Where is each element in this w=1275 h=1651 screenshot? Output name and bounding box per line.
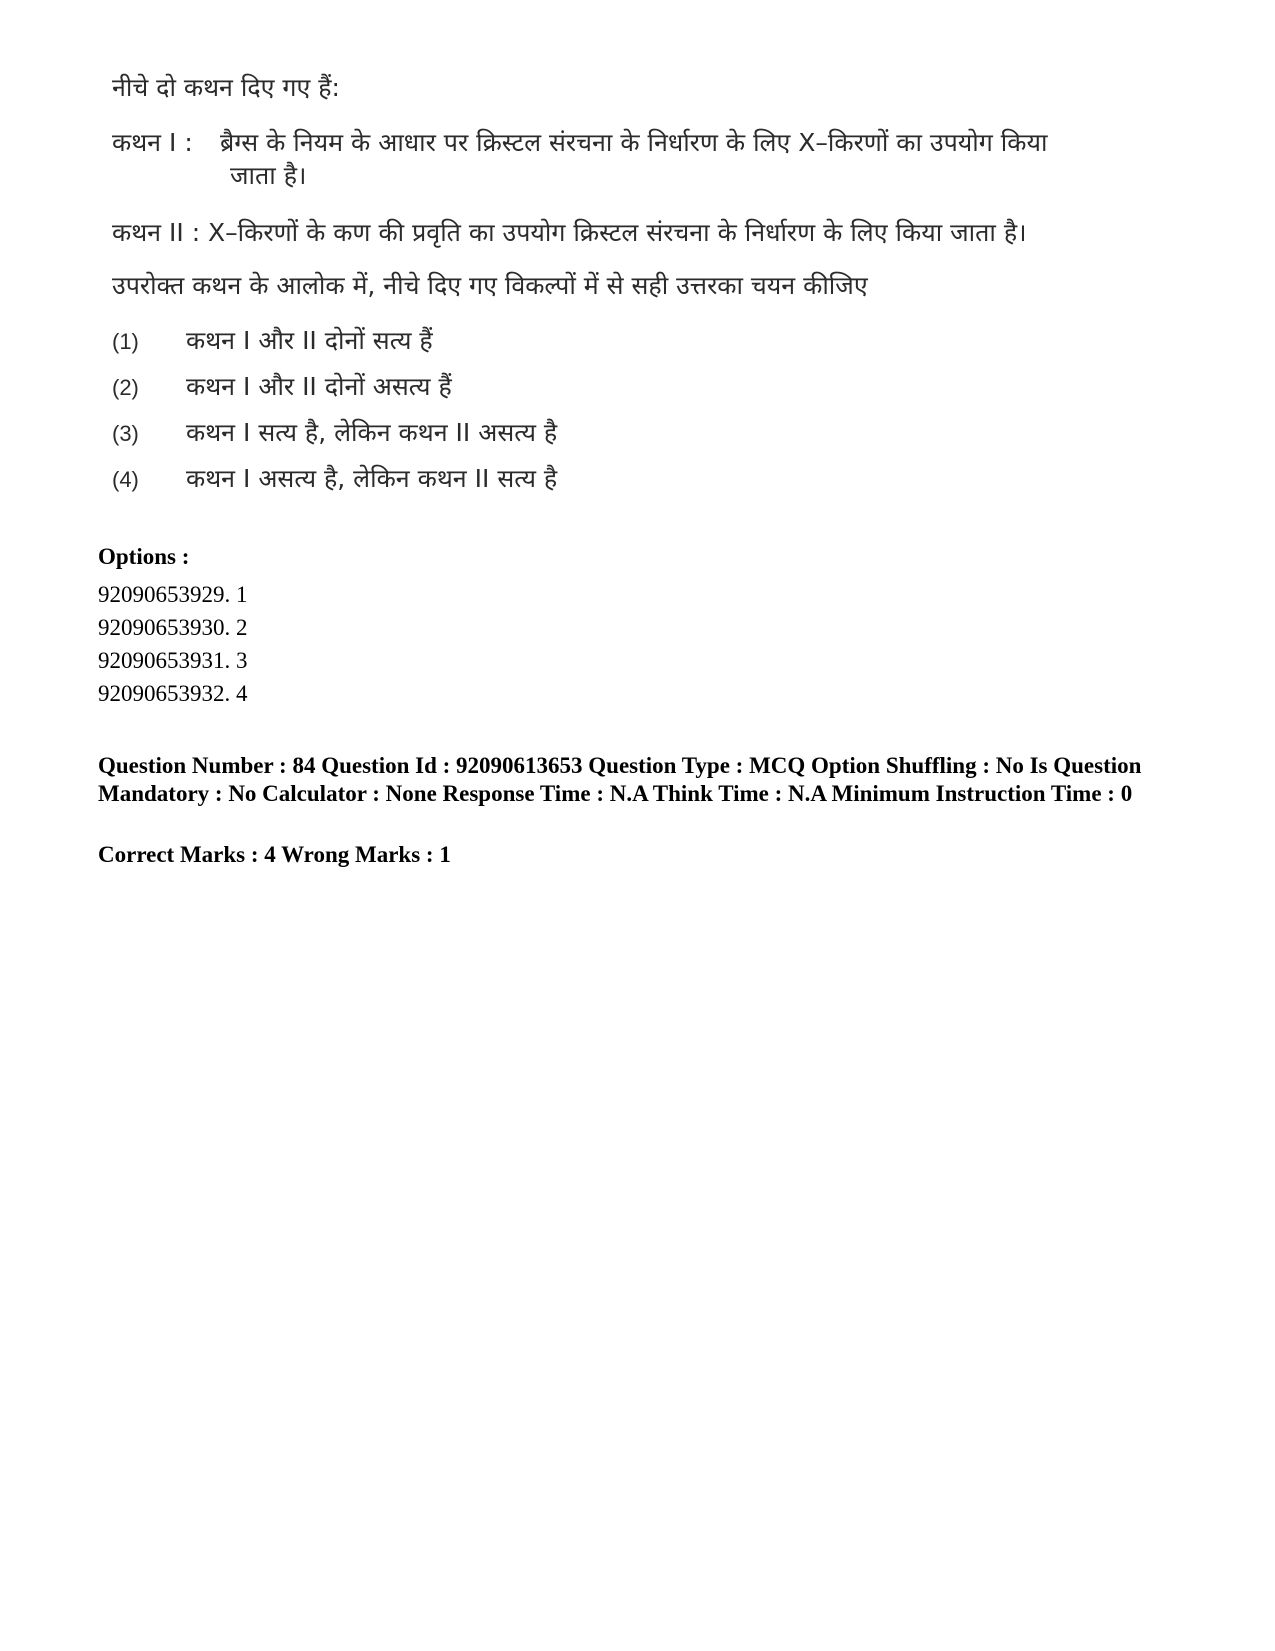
choice-text: कथन I और II दोनों असत्य हैं [186, 372, 452, 401]
choice-number: (4) [112, 467, 139, 492]
choice-item [112, 371, 1012, 404]
question-intro: नीचे दो कथन दिए गए हैं: [112, 73, 340, 102]
options-list [98, 578, 248, 710]
marks-info: Correct Marks : 4 Wrong Marks : 1 [98, 842, 451, 867]
statement-1-text-line1: ब्रैग्स के नियम के आधार पर क्रिस्टल संरचना के निर्धारण के लिए X–किरणों का उपयोग किया [220, 128, 1048, 157]
choice-number: (2) [112, 375, 139, 400]
choice-item [112, 463, 1012, 496]
statement-1 [112, 127, 1172, 192]
choice-text: कथन I असत्य है, लेकिन कथन II सत्य है [186, 464, 558, 493]
option-item: 92090653932. 4 [98, 681, 248, 706]
choice-number: (1) [112, 329, 139, 354]
choice-number: (3) [112, 421, 139, 446]
choice-item [112, 325, 1012, 358]
question-instruction: उपरोक्त कथन के आलोक में, नीचे दिए गए विकल्पों में से सही उत्तरका चयन कीजिए [112, 271, 868, 300]
option-item: 92090653930. 2 [98, 615, 248, 640]
option-item: 92090653929. 1 [98, 582, 248, 607]
statement-2: कथन II : X–किरणों के कण की प्रवृति का उपयोग क्रिस्टल संरचना के निर्धारण के लिए किया जाता है। [112, 218, 1027, 247]
choice-text: कथन I और II दोनों सत्य हैं [186, 326, 433, 355]
choice-text: कथन I सत्य है, लेकिन कथन II असत्य है [186, 418, 558, 447]
choice-item [112, 417, 1012, 450]
option-item: 92090653931. 3 [98, 648, 248, 673]
statement-1-label: कथन I : [112, 128, 193, 157]
question-metadata: Question Number : 84 Question Id : 92090613653 Question Type : MCQ Option Shuffling : No Is Question Mandatory : No Calculator : None Response Time : N.A Think Time : N.A Minimum Instruction Time : 0 [98, 753, 1142, 806]
options-heading: Options : [98, 544, 190, 569]
statement-1-text-line2: जाता है। [230, 160, 307, 190]
